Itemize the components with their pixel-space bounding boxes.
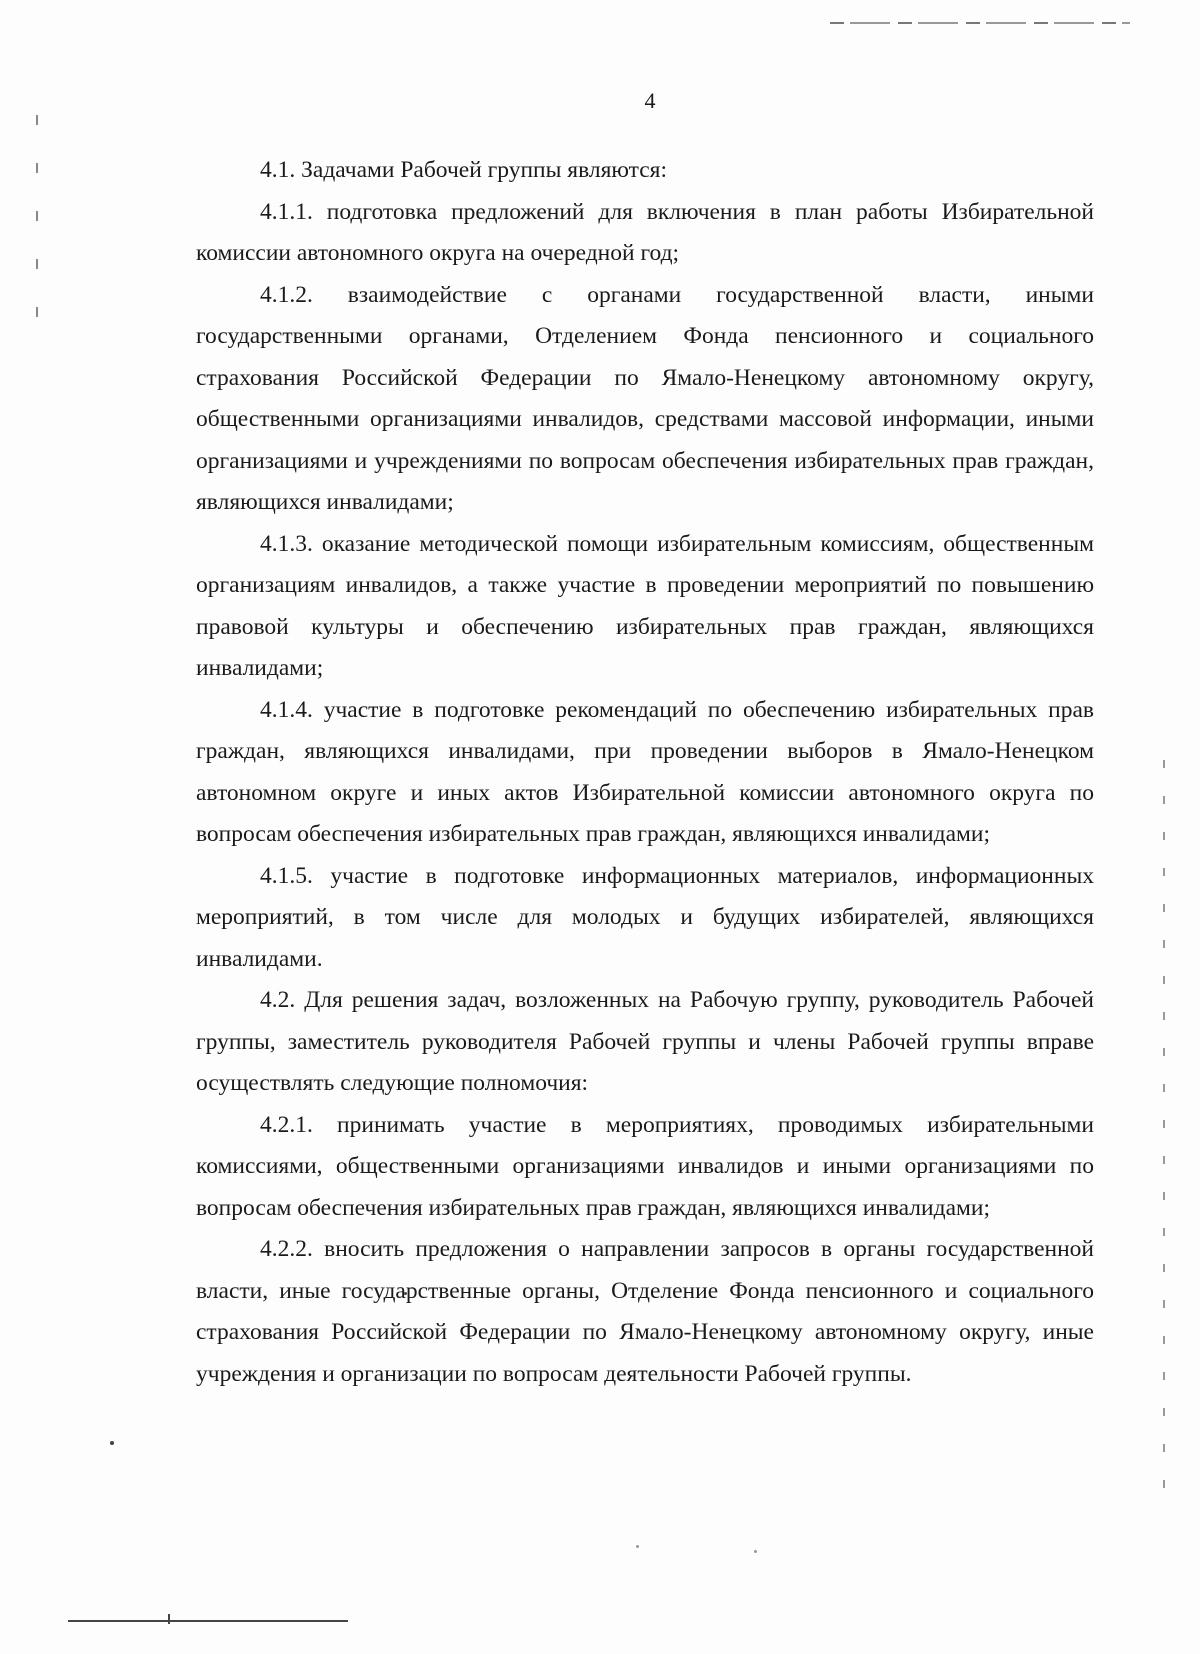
scan-artifact-bottom-tick [168, 1614, 170, 1624]
scan-artifact-top-line [830, 22, 1130, 24]
scan-artifact-bottom-line [68, 1620, 348, 1622]
paragraph-4-1-1: 4.1.1. подготовка предложений для включения в план работы Избирательной комиссии автономного округа на очередной год; [196, 198, 1094, 266]
paragraph-4-2: 4.2. Для решения задач, возложенных на Рабочую группу, руководитель Рабочей группы, заместитель руководителя Рабочей группы и члены Рабочей группы вправе осуществлять следующие полномочия: [196, 987, 1094, 1096]
paragraph-4-2-2: 4.2.2. вносить предложения о направлении запросов в органы государственной власти, иные государственные органы, Отделение Фонда пенсионного и социального страхования Российской Федерации по Ямало-Ненецкому автономному округу, иные учреждения и организации по вопросам деятельности Рабочей группы. [196, 1236, 1094, 1387]
document-body [196, 150, 1094, 1395]
page-number: 4 [644, 88, 656, 113]
paragraph-4-2-1: 4.2.1. принимать участие в мероприятиях, проводимых избирательными комиссиями, общественными организациями инвалидов и иными организациями по вопросам обеспечения избирательных прав граждан, являющихся инвалидами; [196, 1111, 1094, 1221]
scan-artifact-left-marks [36, 115, 38, 335]
paragraph-4-1-5: 4.1.5. участие в подготовке информационных материалов, информационных мероприятий, в том числе для молодых и будущих избирателей, являющихся инвалидами. [196, 862, 1094, 972]
paragraph-4-1: 4.1. Задачами Рабочей группы являются: [260, 157, 667, 183]
scan-artifact-dot [636, 1545, 639, 1548]
scan-artifact-dot [110, 1441, 114, 1445]
scan-artifact-right-marks [1163, 760, 1165, 1500]
scan-artifact-dot [754, 1550, 757, 1553]
paragraph-4-1-2: 4.1.2. взаимодействие с органами государственной власти, иными государственными органами, Отделением Фонда пенсионного и социального страхования Российской Федерации по Ямало-Ненецкому автономному округу, общественными организациями инвалидов, средствами массовой информации, иными организациями и учреждениями по вопросам обеспечения избирательных прав граждан, являющихся инвалидами; [196, 281, 1094, 515]
paragraph-4-1-4: 4.1.4. участие в подготовке рекомендаций по обеспечению избирательных прав граждан, являющихся инвалидами, при проведении выборов в Ямало-Ненецком автономном округе и иных актов Избирательной комиссии автономного округа по вопросам обеспечения избирательных прав граждан, являющихся инвалидами; [196, 696, 1094, 847]
paragraph-4-1-3: 4.1.3. оказание методической помощи избирательным комиссиям, общественным организациям инвалидов, а также участие в проведении мероприятий по повышению правовой культуры и обеспечению избирательных прав граждан, являющихся инвалидами; [196, 530, 1094, 681]
